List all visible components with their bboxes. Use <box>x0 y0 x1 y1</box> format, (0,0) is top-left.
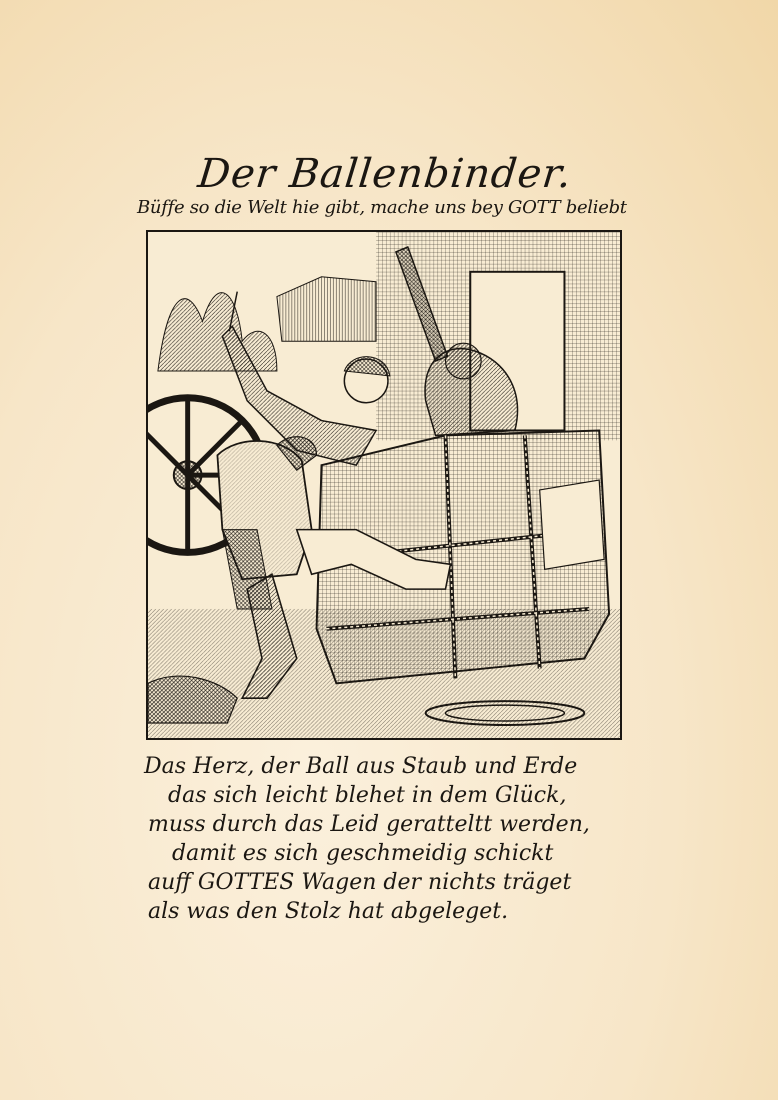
verse-line-6: als was den Stolz hat abgeleget. <box>148 899 509 924</box>
verse-line-3: muss durch das Leid geratteltt werden, <box>148 812 590 837</box>
engraving-illustration <box>146 230 622 740</box>
page-title: Der Ballenbinder. <box>195 151 575 197</box>
verse-line-1: Das Herz, der Ball aus Staub und Erde <box>144 754 578 779</box>
verse-line-2: das sich leicht blehet in dem Glück, <box>168 783 567 808</box>
subtitle-motto: Büffe so die Welt hie gibt, mache uns bey GOTT beliebt <box>137 197 627 218</box>
verse-line-5: auff GOTTES Wagen der nichts träget <box>148 870 572 895</box>
verse-text <box>140 752 660 926</box>
verse-line-4: damit es sich geschmeidig schickt <box>172 841 554 866</box>
engraving-drawing <box>148 232 620 738</box>
